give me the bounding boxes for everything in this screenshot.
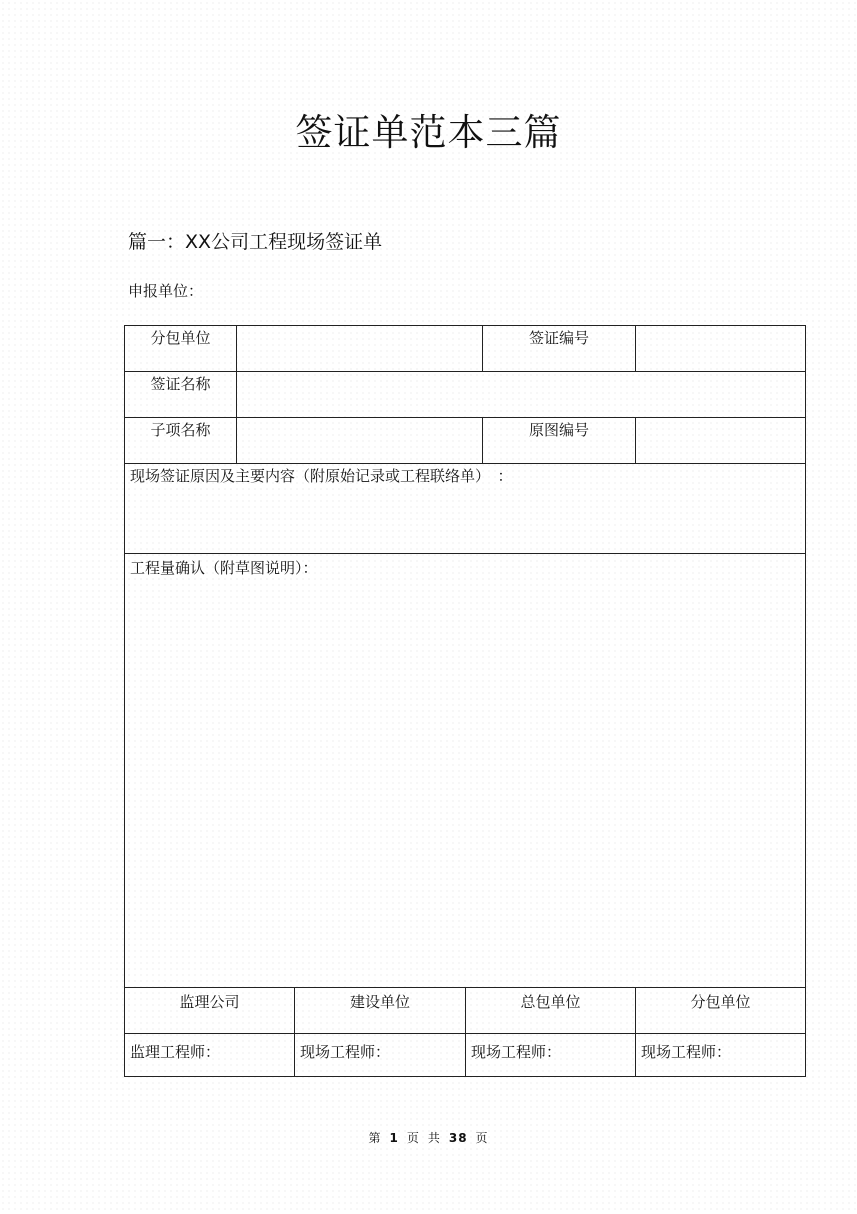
sign-header-owner: 建设单位 xyxy=(295,988,466,1034)
reason-section[interactable]: 现场签证原因及主要内容（附原始记录或工程联络单） ： xyxy=(125,464,805,554)
sub-unit-field[interactable] xyxy=(237,326,483,372)
page-footer xyxy=(0,1129,857,1147)
page-word: 第 xyxy=(368,1131,382,1145)
sign-subcontractor-engineer[interactable]: 现场工程师： xyxy=(641,1043,732,1061)
sub-unit-label: 分包单位 xyxy=(125,326,237,372)
visa-form-table xyxy=(124,325,806,1077)
sign-contractor-engineer[interactable]: 现场工程师： xyxy=(466,1034,636,1076)
sign-supervisor-engineer[interactable]: 监理工程师： xyxy=(125,1034,295,1076)
page-number: 1 xyxy=(389,1131,399,1145)
sign-header-supervisor: 监理公司 xyxy=(125,988,295,1034)
sign-header-general-contractor: 总包单位 xyxy=(466,988,636,1034)
item-name-label: 子项名称 xyxy=(125,418,237,464)
total-unit: 页 xyxy=(475,1131,489,1145)
total-pages: 38 xyxy=(448,1131,468,1145)
visa-name-label: 签证名称 xyxy=(125,372,237,418)
visa-name-field[interactable] xyxy=(237,372,805,418)
page-unit: 页 xyxy=(406,1131,420,1145)
sign-header-subcontractor: 分包单位 xyxy=(636,988,805,1034)
quantity-section[interactable]: 工程量确认（附草图说明）： xyxy=(125,554,805,988)
sign-owner-engineer[interactable]: 现场工程师： xyxy=(295,1034,466,1076)
section-rest: 公司工程现场签证单 xyxy=(211,231,383,253)
section-title xyxy=(128,228,382,256)
document-title: 签证单范本三篇 xyxy=(295,111,562,154)
total-word: 共 xyxy=(427,1131,441,1145)
section-company: XX xyxy=(185,231,212,253)
drawing-number-label: 原图编号 xyxy=(483,418,636,464)
visa-number-label: 签证编号 xyxy=(483,326,636,372)
visa-number-field[interactable] xyxy=(636,326,805,372)
drawing-number-field[interactable] xyxy=(636,418,805,464)
section-prefix: 篇一： xyxy=(128,231,186,253)
item-name-field[interactable] xyxy=(237,418,483,464)
applicant-label: 申报单位： xyxy=(128,282,204,300)
